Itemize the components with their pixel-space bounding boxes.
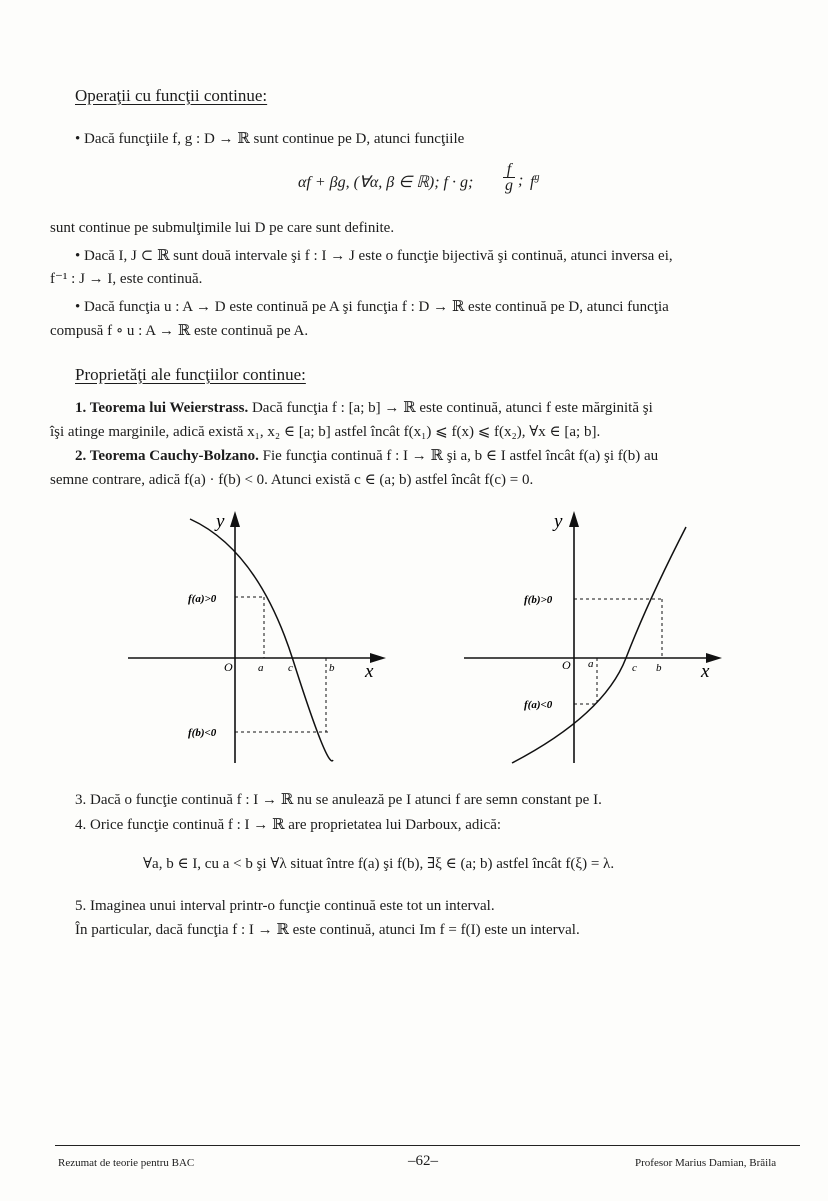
footer-rule (55, 1145, 800, 1146)
y-axis-arrow (230, 511, 240, 527)
c-label: c (288, 662, 293, 674)
weierstrass-title: 1. Teorema lui Weierstrass. (75, 400, 249, 416)
property-3: 3. Dacă o funcţie continuă f : I → ℝ nu se anulează pe I atunci f are semn constant pe I. (75, 792, 602, 808)
origin-label: O (224, 660, 233, 674)
bullet3-line2: compusă f ∘ u : A → ℝ este continuă pe A. (50, 323, 309, 339)
c-label: c (632, 662, 637, 674)
footer-right: Profesor Marius Damian, Brăila (635, 1157, 777, 1169)
b-label: b (329, 662, 335, 674)
fa-label: f(a)>0 (188, 593, 217, 605)
b-label: b (656, 662, 662, 674)
page-number: –62– (408, 1153, 438, 1169)
graph-right (464, 505, 734, 770)
a-label: a (588, 658, 594, 670)
origin-label: O (562, 658, 571, 672)
y-axis-arrow (569, 511, 579, 527)
cauchy-text: Fie funcţia continuă f : I → ℝ şi a, b ∈ I astfel încât f(a) şi f(b) au (262, 448, 659, 464)
bullet2-line2: f⁻¹ : J → I, este continuă. (50, 271, 203, 287)
bullet3-line1: • Dacă funcţia u : A → D este continuă pe A şi funcţia f : D → ℝ este continuă pe D, atunci funcţia (75, 299, 669, 315)
fb-label: f(b)<0 (188, 727, 217, 739)
graph-left (128, 505, 398, 770)
x-label: x (701, 661, 710, 682)
cauchy-line1 (75, 445, 658, 467)
fa-label: f(a)<0 (524, 699, 553, 711)
function-curve (512, 527, 686, 763)
cauchy-line2: semne contrare, adică f(a) · f(b) < 0. Atunci există c ∈ (a; b) astfel încât f(c) = 0. (50, 472, 534, 488)
y-label: y (216, 511, 225, 532)
section-heading-operatii: Operaţii cu funcţii continue: (75, 86, 268, 105)
property-4: 4. Orice funcţie continuă f : I → ℝ are proprietatea lui Darboux, adică: (75, 817, 502, 833)
section-heading-proprietati: Proprietăţi ale funcţiilor continue: (75, 365, 306, 384)
bullet2-line1: • Dacă I, J ⊂ ℝ sunt două intervale şi f : I → J este o funcţie bijectivă şi continuă, atunci inversa ei, (75, 248, 673, 264)
bullet1-line2: sunt continue pe submulţimile lui D pe care sunt definite. (50, 220, 395, 236)
weierstrass-line1 (75, 397, 653, 419)
y-label: y (554, 511, 563, 532)
a-label: a (258, 662, 264, 674)
weierstrass-line2: îşi atinge marginile, adică există x₁, x₂ ∈ [a; b] astfel încât f(x₁) ⩽ f(x) ⩽ f(x₂), ∀x ∈ [a; b]. (50, 424, 601, 440)
bullet1-line1: • Dacă funcţiile f, g : D → ℝ sunt continue pe D, atunci funcţiile (75, 131, 465, 147)
darboux-formula: ∀a, b ∈ I, cu a < b şi ∀λ situat între f(a) şi f(b), ∃ξ ∈ (a; b) astfel încât f(ξ) = λ. (143, 856, 615, 872)
fb-label: f(b)>0 (524, 594, 553, 606)
x-label: x (365, 661, 374, 682)
footer-left: Rezumat de teorie pentru BAC (58, 1157, 195, 1169)
property-5-line2: În particular, dacă funcţia f : I → ℝ este continuă, atunci Im f = f(I) este un interval. (75, 922, 580, 938)
property-5: 5. Imaginea unui interval printr-o funcţie continuă este tot un interval. (75, 898, 495, 914)
cauchy-title: 2. Teorema Cauchy-Bolzano. (75, 448, 259, 464)
weierstrass-text: Dacă funcţia f : [a; b] → ℝ este continuă, atunci f este mărginită şi (251, 400, 653, 416)
function-curve (190, 519, 333, 761)
